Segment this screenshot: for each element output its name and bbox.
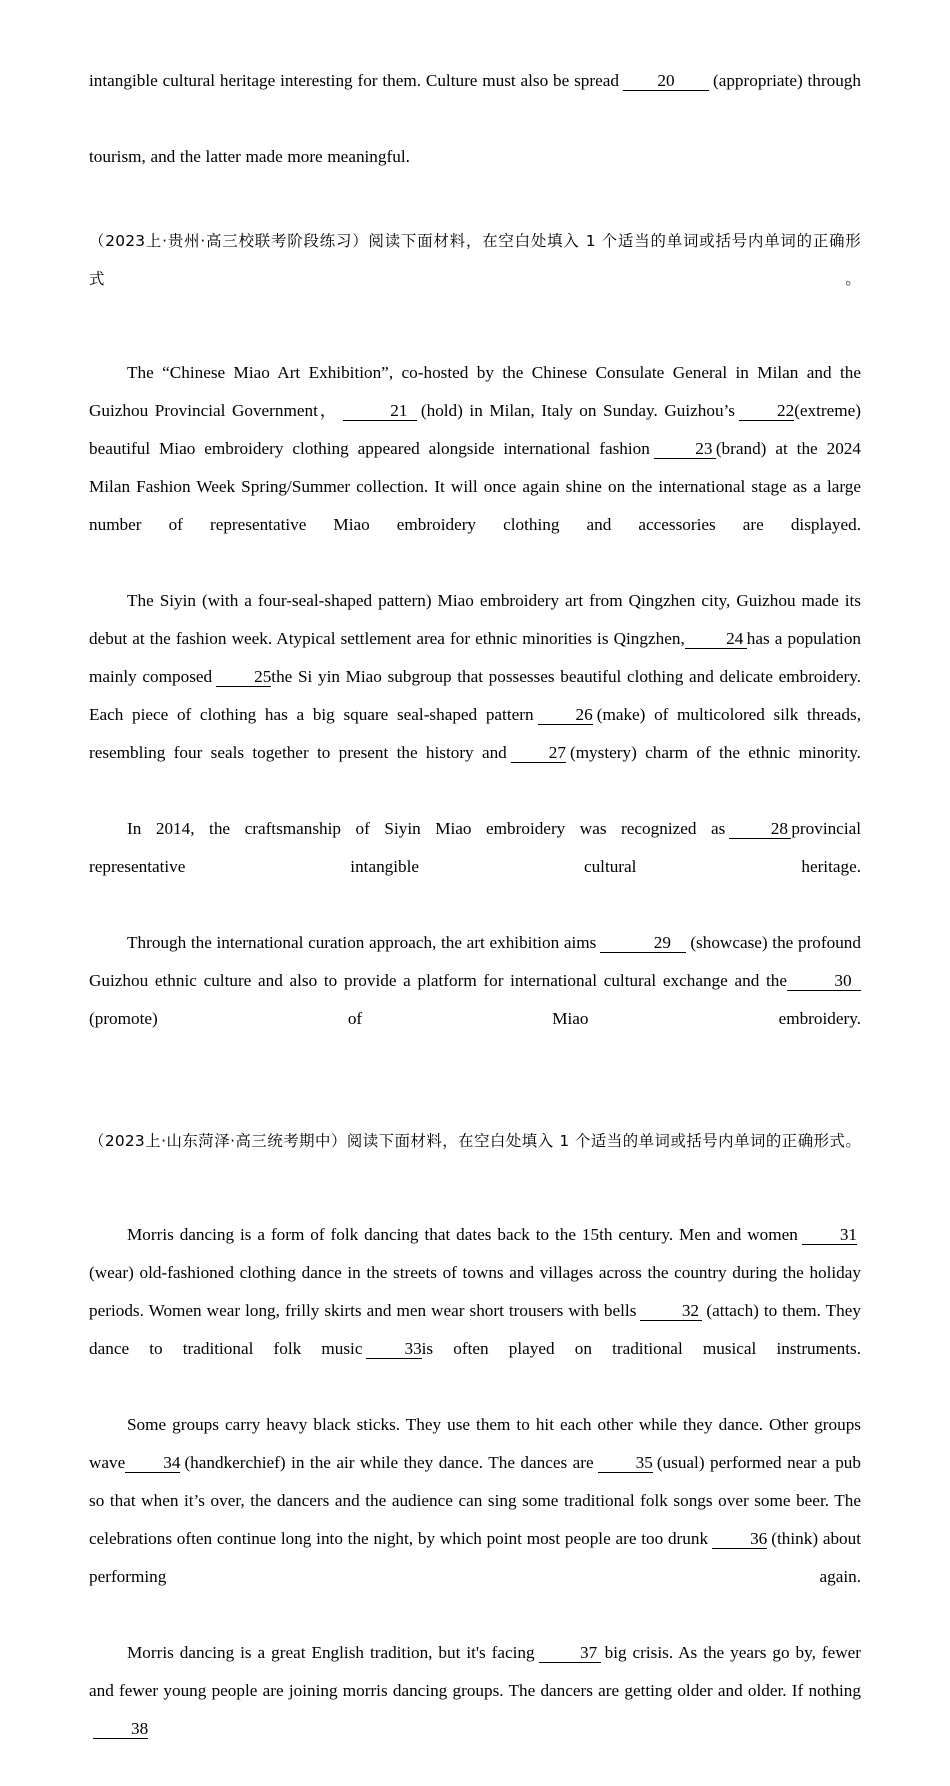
heading-spacer-2 [89,1198,861,1216]
blank-32[interactable]: 32 [640,1302,702,1321]
m2-text-a: Some groups carry heavy black sticks. They use them to hit each other while they dance. Other groups wave [89,1415,861,1472]
blank-38[interactable]: 38 [93,1720,148,1739]
m3-text-b: big crisis. As the years go by, fewer and fewer young people are joining morris dancing groups. The dancers are getting older and older. If nothing [89,1643,861,1700]
paragraph-continuation [89,62,861,138]
p1-text-a: The “Chinese Miao Art Exhibition”, co-hosted by the Chinese Consulate General in Milan and the Guizhou Provincial Government， [89,363,861,420]
passage1-paragraph-2 [89,582,861,810]
blank-37[interactable]: 37 [539,1644,601,1663]
blank-28[interactable]: 28 [729,820,791,839]
blank-27[interactable]: 27 [511,744,566,763]
p2-text-c: the Si yin Miao subgroup that possesses beautiful clothing and delicate embroidery. Each piece of clothing has a big square seal-shaped pattern [89,667,861,724]
passage1-paragraph-1 [89,354,861,582]
m1-text-c: (attach) to them. They dance to traditional folk music [89,1301,861,1358]
passage2-paragraph-2 [89,1406,861,1634]
blank-35[interactable]: 35 [598,1454,653,1473]
p4-text-a: Through the international curation approach, the art exhibition aims [127,933,597,952]
p1-text-c: (extreme) beautiful Miao embroidery clothing appeared alongside international fashion [89,401,861,458]
p2-text-a: The Siyin (with a four-seal-shaped pattern) Miao embroidery art from Qingzhen city, Guizhou made its debut at the fashion week. Atypical settlement area for ethnic minorities is Qingzhen, [89,591,861,648]
p3-text-b: provincial representative intangible cultural heritage. [89,819,861,876]
m1-text-d: is often played on traditional musical instruments. [421,1339,861,1358]
document-body [89,62,861,1786]
blank-20[interactable]: 20 [623,72,709,91]
blank-33[interactable]: 33 [366,1340,421,1359]
blank-36[interactable]: 36 [712,1530,767,1549]
blank-34[interactable]: 34 [125,1454,180,1473]
heading-spacer-1 [89,336,861,354]
m1-text-a: Morris dancing is a form of folk dancing that dates back to the 15th century. Men and women [127,1225,798,1244]
p1-text-d: (brand) at the 2024 Milan Fashion Week Spring/Summer collection. It will once again shine on the international stage as a large number of representative Miao embroidery clothing and accessories are displayed. [89,439,861,534]
passage-heading-morris: （2023上·山东菏泽·高三统考期中）阅读下面材料，在空白处填入 1 个适当的单词或括号内单词的正确形式。 [89,1132,861,1150]
m3-text-a: Morris dancing is a great English tradition, but it's facing [127,1643,535,1662]
passage1-paragraph-4 [89,924,861,1076]
passage1-paragraph-3 [89,810,861,924]
paragraph-continuation-text-b: (appropriate) through [712,71,861,90]
p4-text-b: (showcase) the profound Guizhou ethnic culture and also to provide a platform for international cultural exchange and the [89,933,861,990]
p2-text-d: (make) of multicolored silk threads, resembling four seals together to present the history and [89,705,861,762]
passage-heading-guizhou: （2023上·贵州·高三校联考阶段练习）阅读下面材料，在空白处填入 1 个适当的单词或括号内单词的正确形式。 [89,232,861,288]
paragraph-continuation-text-a: intangible cultural heritage interesting for them. Culture must also be spread [89,71,619,90]
blank-21[interactable]: 21 [343,402,417,421]
p2-text-b: has a population mainly composed [89,629,862,686]
paragraph-continuation-line2 [89,138,861,176]
blank-22[interactable]: 22 [739,402,794,421]
passage2-paragraph-1 [89,1216,861,1406]
p4-text-c: (promote) of Miao embroidery. [89,1009,861,1028]
section-spacer-2 [89,1076,861,1122]
p3-text-a: In 2014, the craftsmanship of Siyin Miao embroidery was recognized as [127,819,726,838]
section-spacer-1 [89,176,861,222]
blank-23[interactable]: 23 [654,440,716,459]
blank-29[interactable]: 29 [600,934,686,953]
p1-text-b: (hold) in Milan, Italy on Sunday. Guizhou’s [420,401,736,420]
blank-31[interactable]: 31 [802,1226,857,1245]
m2-text-b: (handkerchief) in the air while they dance. The dances are [184,1453,594,1472]
blank-25[interactable]: 25 [216,668,271,687]
blank-24[interactable]: 24 [685,630,747,649]
blank-26[interactable]: 26 [538,706,593,725]
m2-text-c: (usual) performed near a pub so that when it’s over, the dancers and the audience can sing some traditional folk songs over some beer. The celebrations often continue long into the night, by which point most people are too drunk [89,1453,861,1548]
m1-text-b: (wear) old-fashioned clothing dance in the streets of towns and villages across the country during the holiday periods. Women wear long, frilly skirts and men wear short trousers with bells [89,1263,861,1320]
p2-text-e: (mystery) charm of the ethnic minority. [569,743,861,762]
blank-30[interactable]: 30 [787,972,861,991]
m2-text-d: (think) about performing again. [89,1529,862,1586]
passage2-paragraph-3 [89,1634,861,1786]
paragraph-continuation-text-c: tourism, and the latter made more meaningful. [89,147,410,166]
